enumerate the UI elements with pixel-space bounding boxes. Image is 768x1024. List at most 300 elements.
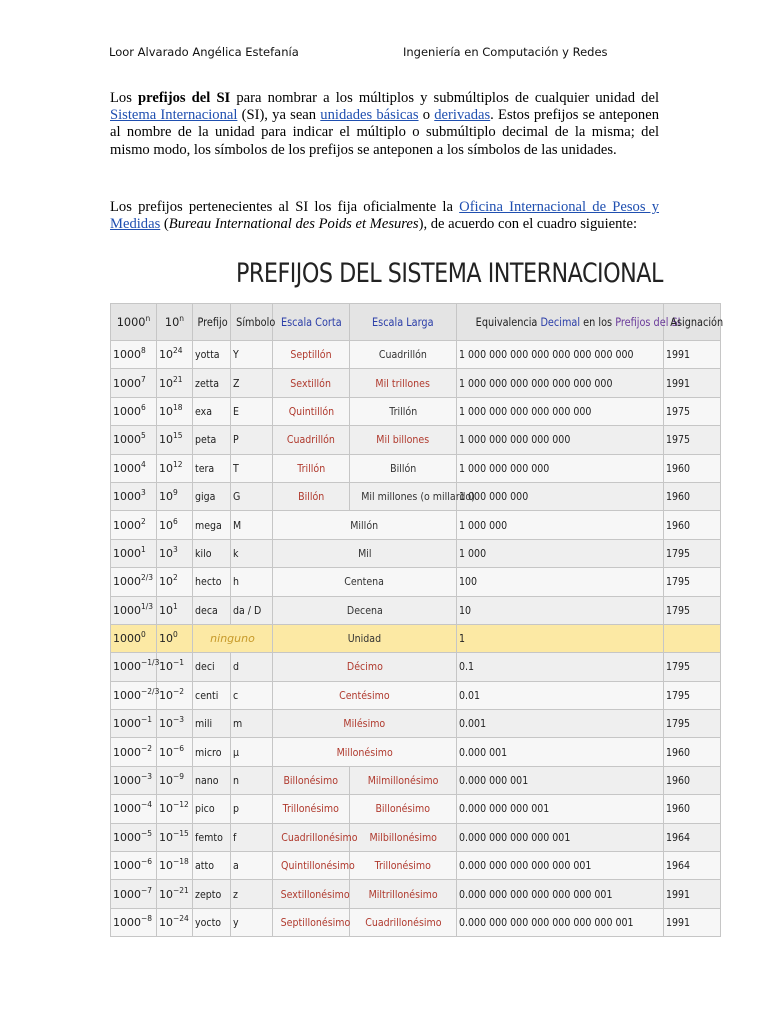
year-text: 1991 [666,916,691,929]
cell-prefix [193,908,231,936]
cell-1000n: $1000^{1/3}$ [111,596,157,624]
prefix-text: exa [195,404,213,418]
cell-year [664,539,721,567]
cell-1000n: $1000^{-5}$ [111,823,157,851]
cell-decimal [457,766,664,794]
prefix-text: centi [195,688,219,702]
cell-1000n: 1000$^0$ [111,624,157,652]
symbol-text: Z [233,376,240,390]
cell-symbol [231,738,273,766]
table-row [111,681,721,709]
cell-1000n-exp: −7 [141,885,153,895]
cell-1000n-exp: 3 [141,488,146,498]
cell-1000n: 1000$^4$ [111,454,157,482]
cell-10n: $10^{-15}$ [157,823,193,851]
year-text: 1975 [666,433,691,447]
decimal-text: 0.000 001 [459,745,508,759]
cell-long-scale [350,880,457,908]
cell-long-scale [350,823,457,851]
link-sistema-internacional[interactable]: Sistema Internacional [110,107,238,124]
scale-merged-text: Decena [346,603,383,617]
cell-1000n: 1000$^7$ [111,369,157,397]
cell-short-scale [273,454,350,482]
decimal-text: 1 000 000 000 000 000 [459,433,571,447]
cell-1000n: 1000$^3$ [111,482,157,510]
cell-long-scale [350,369,457,397]
cell-prefix [193,454,231,482]
symbol-text: c [233,688,239,702]
cell-symbol [231,426,273,454]
cell-prefix [193,653,231,681]
cell-year [664,710,721,738]
col-header-simbolo [231,304,276,341]
cell-symbol [231,880,273,908]
cell-decimal [457,482,664,510]
p1-text-3: (SI), ya sean [237,107,321,124]
p1-bold-term: prefijos del SI [138,90,231,106]
prefix-text: yotta [195,348,220,362]
table-row [111,766,721,794]
cell-10n-exp: 24 [173,346,183,356]
cell-year [664,426,721,454]
cell-10n: $10^{-21}$ [157,880,193,908]
cell-10n-exp: 0 [173,630,178,640]
link-derivadas[interactable]: derivadas [434,107,491,124]
col-header-asignacion [664,304,724,341]
cell-symbol [231,653,273,681]
cell-10n: $10^1$ [157,596,193,624]
cell-prefix [193,539,231,567]
cell-year [664,369,721,397]
table-header-row [111,304,721,341]
long-scale-text: Mil millones (o millardo) [361,490,475,504]
cell-1000n-exp: −3 [141,772,153,782]
cell-short-scale [273,397,350,425]
cell-1000n-exp: 8 [141,346,146,356]
cell-10n: $10^{-2}$ [157,681,193,709]
table-row [111,369,721,397]
long-scale-text: Billonésimo [375,802,431,816]
cell-1000n-exp: 5 [141,431,146,441]
cell-long-scale [350,795,457,823]
cell-prefix [193,852,231,880]
cell-short-scale [273,766,350,794]
year-text: 1795 [666,575,691,589]
cell-prefix-none: ninguno [193,624,273,652]
table-row [111,710,721,738]
cell-prefix [193,369,231,397]
cell-10n: $10^{-12}$ [157,795,193,823]
cell-1000n: 1000$^1$ [111,539,157,567]
cell-year [664,568,721,596]
cell-symbol [231,908,273,936]
cell-year [664,738,721,766]
cell-1000n: $1000^{-6}$ [111,852,157,880]
year-text: 1964 [666,859,691,873]
long-scale-text: Cuadrillonésimo [364,916,442,929]
cell-symbol [231,681,273,709]
cell-10n-exp: −2 [173,686,185,696]
decimal-text: 1 000 [459,546,487,560]
symbol-text: da / D [233,603,262,617]
symbol-text: Y [233,348,239,362]
prefix-text: pico [195,802,215,816]
symbol-text: p [233,802,240,816]
symbol-text: P [233,433,239,447]
cell-decimal [457,596,664,624]
cell-prefix [193,823,231,851]
long-scale-text: Miltrillonésimo [368,887,438,901]
cell-scale-merged [273,710,457,738]
cell-10n: $10^6$ [157,511,193,539]
cell-10n: $10^2$ [157,568,193,596]
cell-10n: $10^0$ [157,624,193,652]
cell-decimal [457,369,664,397]
cell-scale-merged [273,568,457,596]
cell-decimal [457,852,664,880]
cell-1000n-exp: −4 [141,800,153,810]
short-scale-text: Sextillonésimo [280,887,350,901]
cell-1000n: 1000$^8$ [111,341,157,369]
cell-short-scale [273,341,350,369]
table-row [111,397,721,425]
long-scale-text: Milbillonésimo [369,830,437,844]
cell-decimal [457,653,664,681]
prefix-text: micro [195,745,222,759]
cell-10n-exp: 21 [173,374,183,384]
link-unidades-basicas[interactable]: unidades básicas [320,107,419,124]
year-text: 1795 [666,603,691,617]
cell-prefix [193,681,231,709]
cell-long-scale [350,908,457,936]
cell-symbol [231,823,273,851]
prefix-text: deci [195,660,215,674]
cell-decimal [457,681,664,709]
year-text: 1991 [666,348,691,362]
col-header-1000n [111,304,157,341]
h2-sup: n [179,313,185,323]
cell-10n: $10^{-18}$ [157,852,193,880]
symbol-text: G [233,490,241,504]
cell-long-scale [350,454,457,482]
decimal-text: 1 000 000 000 000 [459,461,550,475]
scale-merged-text: Centena [344,575,385,589]
symbol-text: h [233,575,240,589]
cell-1000n: $1000^{-1}$ [111,710,157,738]
cell-symbol [231,511,273,539]
cell-1000n-exp: −8 [141,914,153,923]
cell-1000n: $1000^{-3}$ [111,766,157,794]
cell-decimal [457,624,664,652]
cell-1000n-exp: 2/3 [141,573,154,583]
short-scale-text: Septillonésimo [280,916,351,929]
cell-1000n: $1000^{-1/3}$ [111,653,157,681]
cell-year [664,653,721,681]
h7-d: Prefijos del SI [615,315,681,329]
cell-year [664,341,721,369]
cell-decimal [457,426,664,454]
table-row [111,653,721,681]
symbol-text: a [233,859,239,873]
p1-text-4: o [418,107,435,124]
col-header-equivalencia [457,304,681,341]
scale-merged-text: Décimo [346,660,383,674]
cell-symbol [231,539,273,567]
short-scale-text: Quintillonésimo [281,859,355,873]
symbol-text: m [233,717,243,731]
decimal-text: 1 000 000 000 000 000 000 [459,404,592,418]
cell-short-scale [273,852,355,880]
col-header-escala-larga [350,304,457,341]
cell-10n-exp: 15 [173,431,183,441]
cell-year [664,624,721,652]
cell-1000n-exp: 2 [141,516,146,526]
symbol-text: µ [233,745,240,759]
cell-decimal [457,539,664,567]
cell-10n-exp: 9 [173,488,178,498]
table-row [111,908,721,936]
prefix-text: mega [195,518,222,532]
p2-text-4: ), de acuerdo con el cuadro siguiente: [418,216,638,233]
long-scale-text: Milmillonésimo [367,774,439,788]
cell-1000n: $1000^{-7}$ [111,880,157,908]
cell-decimal [457,823,664,851]
long-scale-text: Mil trillones [375,376,431,390]
prefix-text: peta [195,433,217,447]
decimal-text: 10 [459,603,472,617]
scale-merged-text: Unidad [347,632,382,646]
cell-prefix [193,766,231,794]
decimal-text: 0.000 000 000 000 000 001 [459,859,592,873]
cell-1000n: $1000^{-2/3}$ [111,681,157,709]
decimal-text: 0.1 [459,660,475,674]
year-text: 1991 [666,376,691,390]
year-text: 1960 [666,490,691,504]
h1-base: 1000 [116,315,146,329]
cell-decimal [457,880,664,908]
p1-text-1: Los [110,90,139,106]
scale-merged-text: Centésimo [339,688,390,702]
table-row [111,482,721,510]
cell-scale-merged [273,681,457,709]
cell-prefix [193,596,231,624]
scale-merged-text: Millón [350,518,379,532]
symbol-text: y [233,916,239,929]
cell-10n-exp: −12 [173,800,189,810]
year-text: 1960 [666,802,691,816]
symbol-text: E [233,404,239,418]
cell-year [664,511,721,539]
prefix-text: hecto [195,575,222,589]
long-scale-text: Cuadrillón [379,348,427,362]
h3-label: Prefijo [197,315,228,329]
long-scale-text: Trillonésimo [374,859,432,873]
year-text: 1795 [666,546,691,560]
cell-long-scale [350,852,457,880]
cell-1000n-exp: −1 [141,715,153,725]
cell-1000n-exp: −2/3 [141,686,160,696]
cell-1000n: 1000$^6$ [111,397,157,425]
cell-year [664,908,721,936]
cell-symbol [231,766,273,794]
p2-si: SI [295,199,309,215]
p2-text-3: ( [160,216,169,233]
cell-prefix [193,738,231,766]
prefix-text: zepto [195,887,222,901]
cell-10n-exp: −15 [173,828,189,838]
cell-prefix [193,511,231,539]
cell-10n-exp: −6 [173,743,185,753]
cell-symbol [231,454,273,482]
cell-symbol [231,596,273,624]
cell-year [664,766,721,794]
h8-label: Asignación [670,315,724,329]
decimal-text: 1 000 000 [459,518,508,532]
year-text: 1795 [666,717,691,731]
cell-decimal [457,511,664,539]
cell-10n-exp: 2 [173,573,178,583]
bureau-paragraph [110,199,659,233]
cell-decimal [457,397,664,425]
p1-text-2: para nombrar a los múltiplos y submúltiplos de cualquier unidad del [230,90,660,106]
prefix-text: yocto [195,916,222,929]
symbol-text: k [233,546,239,560]
symbol-text: n [233,774,240,788]
p1-text-5: . Estos prefijos se anteponen al nombre de la unidad para indicar el múltiplo o submúltiplo decimal de la misma; del mismo modo, los símbolos de los prefijos se anteponen a los símbolos de las unidades. [110,107,659,158]
cell-prefix [193,426,231,454]
cell-10n-exp: 3 [173,544,178,554]
prefix-text: nano [195,774,219,788]
header-course: Ingeniería en Computación y Redes [403,45,608,59]
cell-10n-exp: −9 [173,772,185,782]
symbol-text: M [233,518,242,532]
long-scale-text: Trillón [389,404,417,418]
long-scale-text: Billón [389,461,417,475]
cell-prefix [193,880,231,908]
cell-symbol [231,568,273,596]
cell-symbol [231,341,273,369]
cell-prefix [193,568,231,596]
decimal-text: 100 [459,575,478,589]
short-scale-text: Cuadrillonésimo [281,830,358,844]
cell-1000n: $1000^{-2}$ [111,738,157,766]
decimal-text: 1 000 000 000 000 000 000 000 000 [459,348,634,362]
cell-10n: $10^{15}$ [157,426,193,454]
prefix-text: tera [195,461,215,475]
cell-1000n-exp: −5 [141,828,153,838]
cell-decimal [457,908,664,936]
short-scale-text: Cuadrillón [287,433,335,447]
year-text: 1795 [666,688,691,702]
cell-10n: $10^{-6}$ [157,738,193,766]
cell-short-scale [273,880,350,908]
intro-paragraph [110,90,659,159]
cell-year [664,596,721,624]
prefix-text: mili [195,717,213,731]
year-text: 1991 [666,887,691,901]
cell-10n-exp: −3 [173,715,185,725]
table-row [111,568,721,596]
h7-b: Decimal [540,315,581,329]
short-scale-text: Septillón [290,348,332,362]
cell-10n-exp: 6 [173,516,178,526]
table-row [111,454,721,482]
cell-long-scale [350,426,457,454]
cell-10n: $10^{24}$ [157,341,193,369]
year-text: 1964 [666,830,691,844]
col-header-escala-corta [273,304,350,341]
symbol-text: f [233,830,237,844]
short-scale-text: Trillonésimo [282,802,340,816]
cell-short-scale [273,795,350,823]
link-oficina-internacional[interactable]: Oficina Internacional de Pesos y Medidas [110,199,659,233]
cell-short-scale [273,823,358,851]
table-row [111,426,721,454]
cell-1000n-exp: 7 [141,374,146,384]
cell-10n-exp: −18 [173,857,189,867]
table-row [111,823,721,851]
cell-symbol [231,482,273,510]
cell-year [664,823,721,851]
decimal-text: 1 [459,632,466,646]
p2-text-1: Los prefijos pertenecientes al [110,199,296,215]
cell-symbol [231,852,273,880]
cell-1000n-exp: −6 [141,857,153,867]
cell-year [664,852,721,880]
cell-symbol [231,795,273,823]
cell-prefix [193,710,231,738]
long-scale-text: Mil billones [376,433,430,447]
decimal-text: 0.000 000 000 000 001 [459,830,571,844]
cell-10n: $10^{-1}$ [157,653,193,681]
year-text: 1795 [666,660,691,674]
short-scale-text: Trillón [297,461,325,475]
cell-scale-merged [273,539,457,567]
symbol-text: T [233,461,239,475]
cell-1000n-exp: 1/3 [141,601,154,611]
decimal-text: 0.01 [459,688,481,702]
cell-10n: $10^9$ [157,482,193,510]
cell-10n: $10^{18}$ [157,397,193,425]
cell-year [664,880,721,908]
decimal-text: 1 000 000 000 [459,490,529,504]
cell-1000n-exp: 4 [141,459,146,469]
table-row [111,624,721,652]
cell-long-scale [350,397,457,425]
cell-1000n-exp: −2 [141,743,153,753]
cell-year [664,482,721,510]
year-text: 1975 [666,404,691,418]
cell-10n: $10^{21}$ [157,369,193,397]
table-row [111,795,721,823]
cell-scale-merged [273,624,457,652]
cell-10n: $10^{-24}$ [157,908,193,936]
prefix-text: zetta [195,376,220,390]
prefix-text: femto [195,830,223,844]
cell-1000n-exp: 0 [141,630,146,640]
cell-decimal [457,710,664,738]
cell-10n: $10^3$ [157,539,193,567]
cell-10n-exp: 12 [173,459,183,469]
cell-short-scale [273,482,350,510]
cell-10n: $10^{12}$ [157,454,193,482]
cell-scale-merged [273,738,457,766]
year-text: 1960 [666,774,691,788]
cell-1000n-exp: −1/3 [141,658,160,668]
h5-label: Escala Corta [280,315,342,329]
short-scale-text: Billonésimo [283,774,339,788]
cell-prefix [193,482,231,510]
